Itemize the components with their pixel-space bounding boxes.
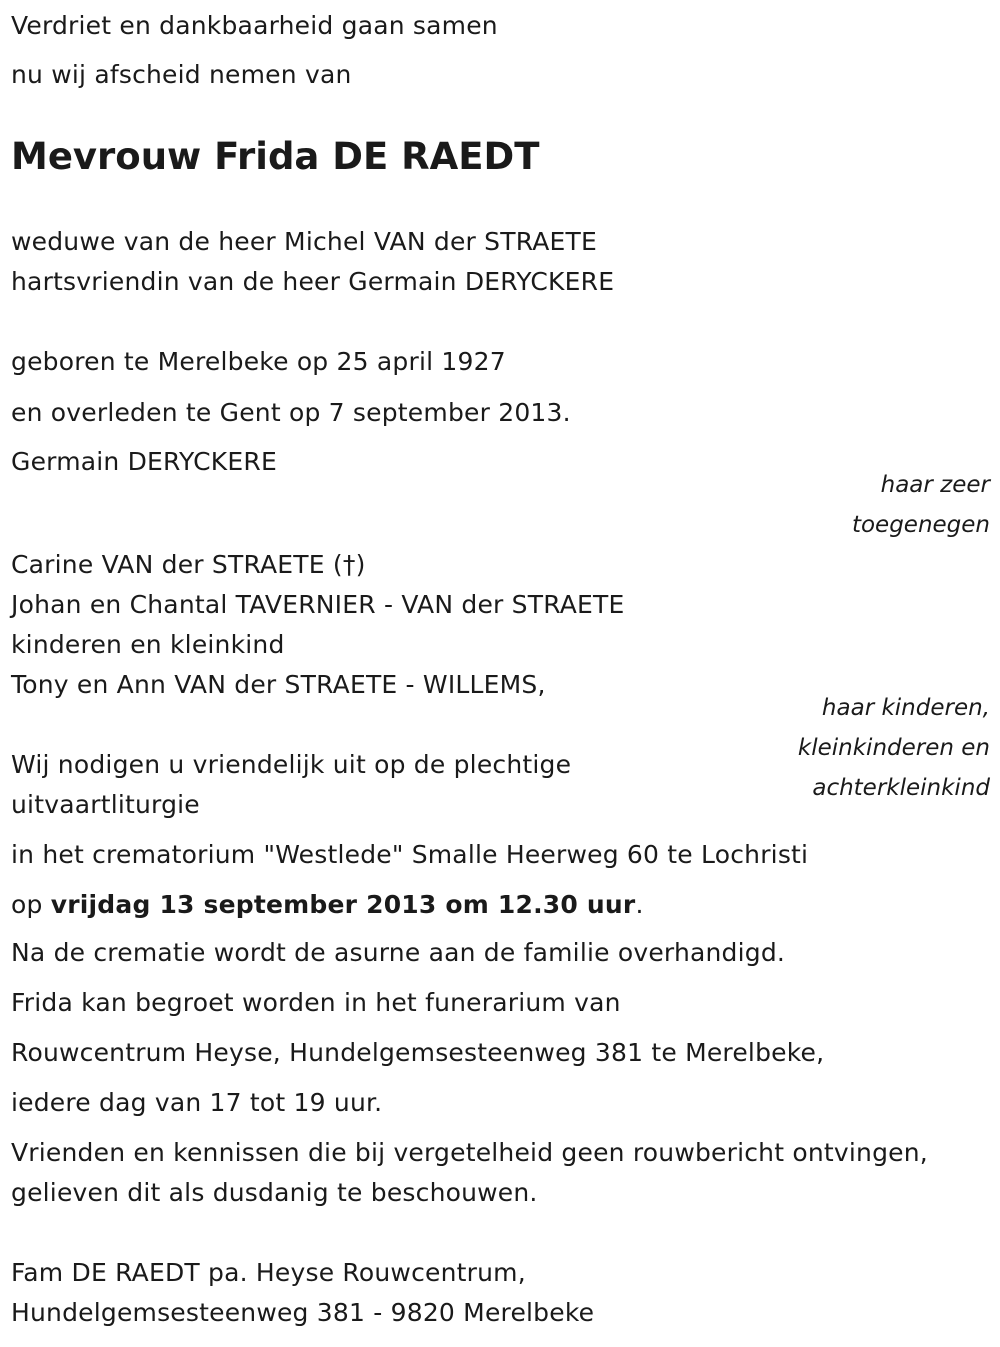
family-line-2: Johan en Chantal TAVERNIER - VAN der STRAETE xyxy=(11,590,625,619)
contact-line-1: Fam DE RAEDT pa. Heyse Rouwcentrum, xyxy=(11,1258,526,1287)
partner-note-line-2: toegenegen xyxy=(851,512,990,538)
family-line-1: Carine VAN der STRAETE (†) xyxy=(11,550,366,579)
ceremony-date-suffix: . xyxy=(635,890,644,919)
partner-name: Germain DERYCKERE xyxy=(11,447,277,476)
family-note-line-1: haar kinderen, xyxy=(821,695,990,721)
invite-line-2: uitvaartliturgie xyxy=(11,790,200,819)
notice-line-2: gelieven dit als dusdanig te beschouwen. xyxy=(11,1178,538,1207)
visit-line-1: Frida kan begroet worden in het funerarium van xyxy=(11,988,621,1017)
notice-line-1: Vrienden en kennissen die bij vergetelheid geen rouwbericht ontvingen, xyxy=(11,1138,928,1167)
contact-line-2: Hundelgemsesteenweg 381 - 9820 Merelbeke xyxy=(11,1298,595,1327)
intro-line-1: Verdriet en dankbaarheid gaan samen xyxy=(11,11,498,40)
partner-note-line-1: haar zeer xyxy=(880,472,990,498)
visit-line-3: iedere dag van 17 tot 19 uur. xyxy=(11,1088,383,1117)
family-note-line-3: achterkleinkind xyxy=(812,775,990,801)
intro-line-2: nu wij afscheid nemen van xyxy=(11,60,352,89)
birth-line: geboren te Merelbeke op 25 april 1927 xyxy=(11,347,506,376)
relation-line-1: weduwe van de heer Michel VAN der STRAETE xyxy=(11,227,598,256)
death-line: en overleden te Gent op 7 september 2013. xyxy=(11,398,571,427)
visit-line-2: Rouwcentrum Heyse, Hundelgemsesteenweg 381 te Merelbeke, xyxy=(11,1038,825,1067)
ceremony-date xyxy=(11,885,644,925)
relation-line-2: hartsvriendin van de heer Germain DERYCKERE xyxy=(11,267,615,296)
ceremony-location: in het crematorium "Westlede" Smalle Heerweg 60 te Lochristi xyxy=(11,840,809,869)
deceased-name: Mevrouw Frida DE RAEDT xyxy=(11,135,540,178)
family-line-3: kinderen en kleinkind xyxy=(11,630,285,659)
ceremony-date-bold: vrijdag 13 september 2013 om 12.30 uur xyxy=(50,890,636,919)
family-line-4: Tony en Ann VAN der STRAETE - WILLEMS, xyxy=(11,670,546,699)
family-note-line-2: kleinkinderen en xyxy=(797,735,990,761)
urn-line: Na de crematie wordt de asurne aan de familie overhandigd. xyxy=(11,938,786,967)
ceremony-date-prefix: op xyxy=(11,890,51,919)
invite-line-1: Wij nodigen u vriendelijk uit op de plechtige xyxy=(11,750,572,779)
